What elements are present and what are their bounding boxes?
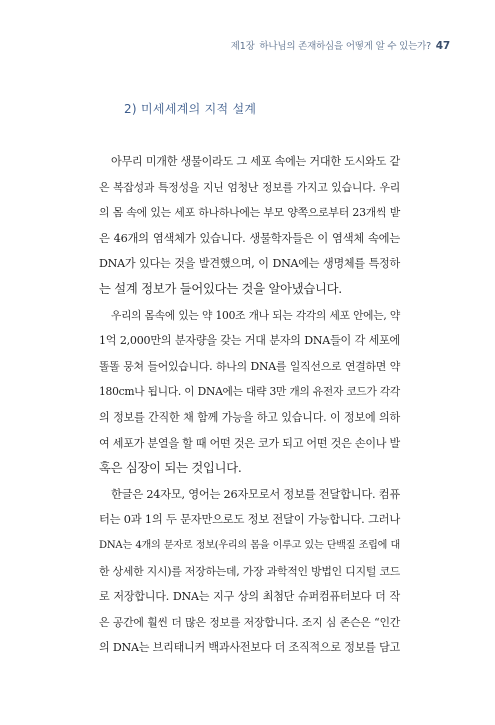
text-line: 우리의 몸속에 있는 약 100조 개나 되는 각각의 세포 안에는, 약 <box>111 308 400 322</box>
running-header-chapter: 제1장 <box>230 41 255 52</box>
text-line: 1억 2,000만의 분자량을 갖는 거대 분자의 DNA들이 각 세포에 <box>99 334 400 348</box>
text-line: 은 46개의 염색체가 있습니다. 생물학자들은 이 염색체 속에는 <box>99 231 400 245</box>
text-line: 한글은 24자모, 영어는 26자모로서 정보를 전달합니다. 컴퓨 <box>111 487 401 501</box>
text-line: 똘똘 뭉쳐 들어있습니다. 하나의 DNA를 일직선으로 연결하면 약 <box>99 359 400 373</box>
paragraph-3 <box>99 482 400 661</box>
page-number: 47 <box>435 40 450 52</box>
body-text <box>99 149 400 661</box>
paragraph-1 <box>99 149 400 303</box>
text-line: 여 세포가 분열을 할 때 어떤 것은 코가 되고 어떤 것은 손이나 발 <box>99 436 400 450</box>
paragraph-2 <box>99 303 400 482</box>
text-line: 의 정보를 간직한 채 함께 가능을 하고 있습니다. 이 정보에 의하 <box>99 410 400 424</box>
text-line: 로 저장합니다. DNA는 지구 상의 최첨단 슈퍼컴퓨터보다 더 작 <box>99 590 400 604</box>
running-header-title: 하나님의 존재하심을 어떻게 알 수 있는가? <box>259 41 431 52</box>
text-line: 은 공간에 훨씬 더 많은 정보를 저장합니다. 조지 심 존슨은 “인간 <box>99 615 400 629</box>
text-line: 의 몸 속에 있는 세포 하나하나에는 부모 양쪽으로부터 23개씩 받 <box>99 206 400 220</box>
text-line: 한 상세한 지시)를 저장하는데, 가장 과학적인 방법인 디지털 코드 <box>99 564 400 578</box>
text-line: 은 복잡성과 특정성을 지닌 엄청난 정보를 가지고 있습니다. 우리 <box>99 180 400 194</box>
section-heading: 2) 미세세계의 지적 설계 <box>124 102 257 116</box>
text-line: 는 설계 정보가 들어있다는 것을 알아냈습니다. <box>99 281 342 296</box>
text-line: 아무리 미개한 생물이라도 그 세포 속에는 거대한 도시와도 같 <box>111 155 400 168</box>
text-line: DNA가 있다는 것을 발견했으며, 이 DNA에는 생명체를 특정하 <box>99 257 400 271</box>
text-line: 180cm나 됩니다. 이 DNA에는 대략 3만 개의 유전자 코드가 각각 <box>99 385 400 399</box>
text-line: DNA는 4개의 문자로 정보(우리의 몸을 이루고 있는 단백질 조립에 대 <box>99 539 400 551</box>
running-header <box>231 38 450 52</box>
text-line: 의 DNA는 브리태니커 백과사전보다 더 조직적으로 정보를 담고 <box>99 641 400 655</box>
text-line: 터는 0과 1의 두 문자만으로도 정보 전달이 가능합니다. 그러나 <box>99 513 400 527</box>
text-line: 혹은 심장이 되는 것입니다. <box>99 461 242 476</box>
